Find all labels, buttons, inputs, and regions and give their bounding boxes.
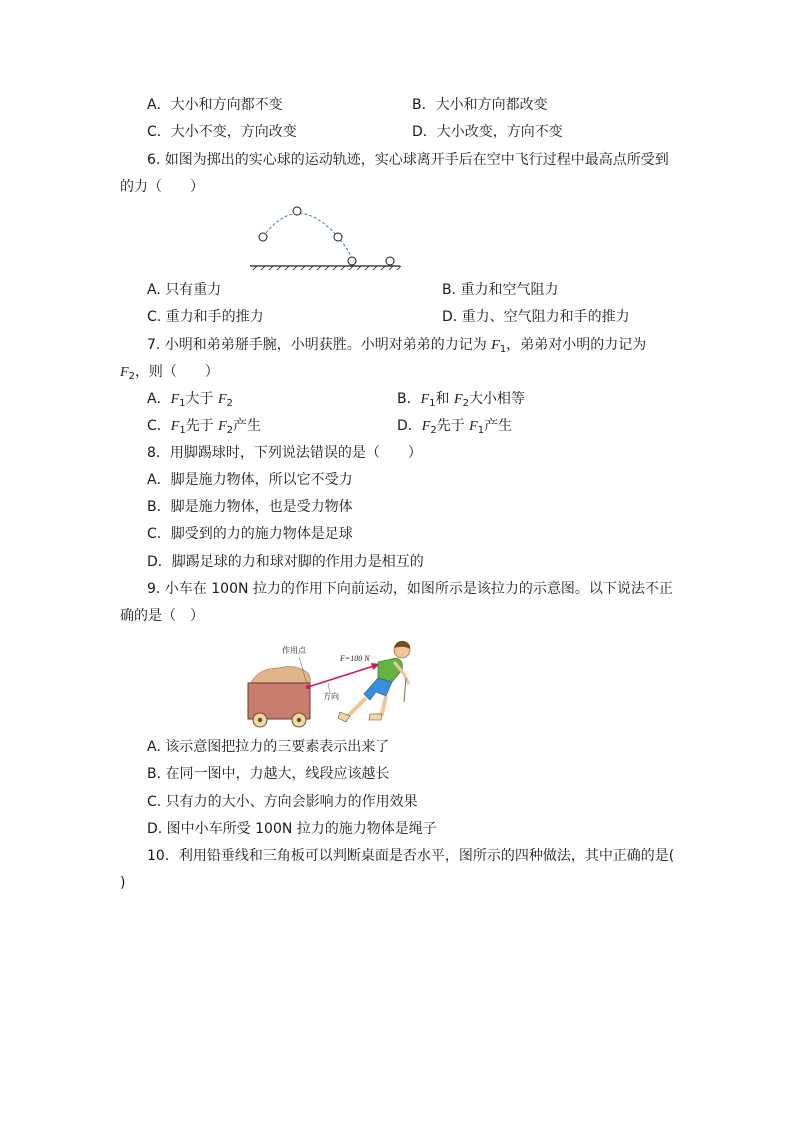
q7-option-a <box>147 389 233 410</box>
q6-option-a: A. 只有重力 <box>147 282 222 298</box>
q8-option-c: C．脚受到的力的施力物体是足球 <box>147 526 353 542</box>
option-text: 产生 <box>484 418 513 434</box>
q5-option-b: B．大小和方向都改变 <box>412 97 548 113</box>
subscript-2: 2 <box>226 398 233 409</box>
q8-stem: 8．用脚踢球时，下列说法错误的是（ ） <box>147 445 422 461</box>
force-symbol: F <box>420 392 430 407</box>
q5-option-d: D．大小改变，方向不变 <box>412 124 563 140</box>
force-symbol: F <box>454 392 463 407</box>
force-symbol: F <box>170 392 180 407</box>
option-label: A． <box>147 391 171 407</box>
q7-stem-line2 <box>120 362 219 383</box>
force-arrow-line <box>308 665 377 687</box>
fig-label-direction: 方向 <box>323 692 339 701</box>
q7-option-d <box>397 416 512 437</box>
subscript-2: 2 <box>226 425 234 436</box>
q10-stem-line2: ) <box>120 875 126 891</box>
q9-stem-line2: 确的是（ ） <box>120 608 204 624</box>
q8-option-d: D．脚踢足球的力和球对脚的作用力是相互的 <box>147 554 424 570</box>
q7-option-c <box>147 416 261 437</box>
q9-option-b: B. 在同一图中，力越大，线段应该越长 <box>147 766 390 782</box>
ball-position-1 <box>259 233 267 241</box>
fig-label-force: F=100 N <box>340 654 370 663</box>
force-symbol: F <box>491 338 500 353</box>
ball-position-3 <box>334 233 342 241</box>
subscript-2: 2 <box>462 398 469 409</box>
q9-stem-line1: 9. 小车在 100N 拉力的作用下向前运动，如图所示是该拉力的示意图。以下说法不正 <box>147 581 673 597</box>
option-label: D． <box>397 418 422 434</box>
q5-option-c: C．大小不变，方向改变 <box>147 124 297 140</box>
subscript-1: 1 <box>477 425 485 436</box>
ball-position-4 <box>348 257 356 265</box>
subscript-1: 1 <box>179 425 186 436</box>
option-label: C． <box>147 418 171 434</box>
sand-pile <box>250 666 310 684</box>
option-text: 大于 <box>185 391 218 407</box>
q8-option-b: B．脚是施力物体，也是受力物体 <box>147 499 353 515</box>
q5-option-a: A．大小和方向都不变 <box>147 97 283 113</box>
ball-trajectory-figure <box>245 200 405 275</box>
q6-stem-line1: 6. 如图为掷出的实心球的运动轨迹，实心球离开手后在空中飞行过程中最高点所受到 <box>147 152 669 168</box>
cart-pull-figure <box>244 640 420 732</box>
wheel-hub <box>258 718 262 722</box>
q6-stem-line2: 的力（ ） <box>120 179 204 195</box>
option-text: 大小相等 <box>468 391 525 407</box>
option-text: 和 <box>435 391 454 407</box>
q9-option-c: C. 只有力的大小、方向会影响力的作用效果 <box>147 794 418 810</box>
q9-option-d: D. 图中小车所受 100N 拉力的施力物体是绳子 <box>147 821 437 837</box>
q7-stem-line1 <box>147 335 646 356</box>
option-text: 产生 <box>233 418 262 434</box>
option-text: 先于 <box>436 418 470 434</box>
boy-leg-back <box>348 698 366 716</box>
q7-stem-text-b: ，弟弟对小明的力记为 <box>506 337 647 353</box>
q7-stem-text-c: ，则（ ） <box>134 364 219 380</box>
boy-leg-front <box>376 696 386 716</box>
force-symbol: F <box>170 419 180 434</box>
subscript-1: 1 <box>179 398 186 409</box>
force-symbol: F <box>469 419 478 434</box>
fig-label-application-point: 作用点 <box>282 646 306 655</box>
q6-option-b: B. 重力和空气阻力 <box>442 282 559 298</box>
option-label: B． <box>397 391 421 407</box>
force-symbol: F <box>218 419 227 434</box>
ground-hatch <box>253 266 401 270</box>
wheel-hub <box>297 718 301 722</box>
q7-stem-text-a: 7. 小明和弟弟掰手腕，小明获胜。小明对弟弟的力记为 <box>147 337 492 353</box>
q10-stem-line1: 10．利用铅垂线和三角板可以判断桌面是否水平，图所示的四种做法，其中正确的是( <box>147 848 675 864</box>
q7-option-b <box>397 389 525 410</box>
subscript-2: 2 <box>430 425 437 436</box>
ball-position-5 <box>386 257 394 265</box>
q8-option-a: A．脚是施力物体，所以它不受力 <box>147 472 353 488</box>
force-symbol: F <box>421 419 431 434</box>
rope-end <box>404 678 406 702</box>
force-symbol: F <box>120 365 129 380</box>
force-symbol: F <box>217 392 227 407</box>
q6-option-d: D. 重力、空气阻力和手的推力 <box>442 309 630 325</box>
q6-option-c: C. 重力和手的推力 <box>147 309 264 325</box>
subscript-2: 2 <box>128 371 135 382</box>
subscript-1: 1 <box>429 398 436 409</box>
option-text: 先于 <box>185 418 219 434</box>
boy-shoe-front <box>369 714 382 720</box>
ball-position-2 <box>293 207 301 215</box>
subscript-1: 1 <box>499 344 507 355</box>
q9-option-a: A. 该示意图把拉力的三要素表示出来了 <box>147 739 390 755</box>
